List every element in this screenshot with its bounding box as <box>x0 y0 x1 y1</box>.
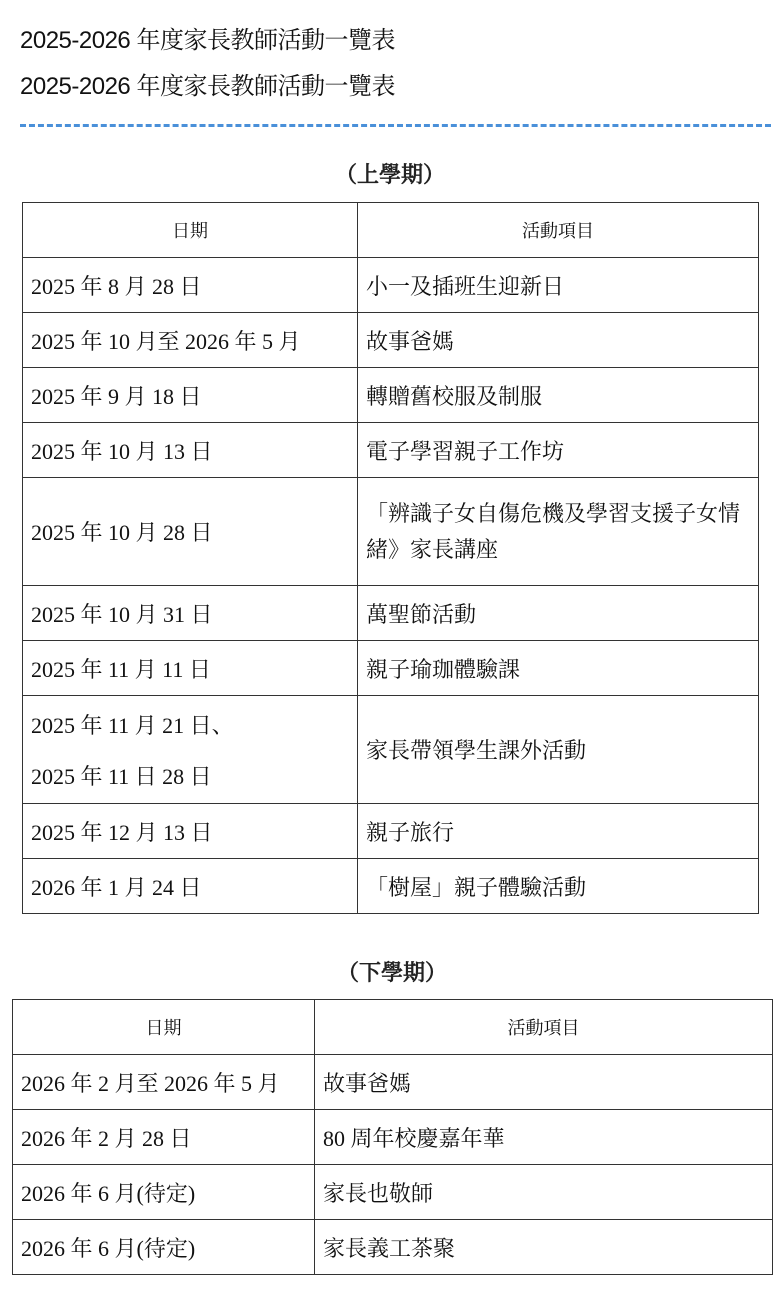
date-cell <box>23 696 358 804</box>
table-row <box>13 1220 773 1275</box>
table-row <box>23 423 759 478</box>
date-cell: 2025 年 9 月 18 日 <box>23 368 358 423</box>
activity-cell: 「辨識子女自傷危機及學習支援子女情緒》家長講座 <box>358 478 759 586</box>
date-cell: 2026 年 6 月(待定) <box>13 1220 315 1275</box>
activity-cell: 親子旅行 <box>358 804 759 859</box>
page-subtitle: 2025-2026 年度家長教師活動一覽表 <box>20 73 395 100</box>
semester2-table <box>12 999 773 1275</box>
date-cell: 2026 年 1 月 24 日 <box>23 859 358 914</box>
column-header-date: 日期 <box>23 203 358 258</box>
activity-cell: 小一及插班生迎新日 <box>358 258 759 313</box>
semester2-heading: （下學期） <box>336 960 447 985</box>
date-line-1: 2025 年 11 月 21 日、 <box>31 712 234 738</box>
activity-cell: 轉贈舊校服及制服 <box>358 368 759 423</box>
dashed-divider <box>20 124 771 127</box>
activity-cell: 萬聖節活動 <box>358 586 759 641</box>
table-row <box>13 1110 773 1165</box>
date-cell: 2025 年 10 月 31 日 <box>23 586 358 641</box>
date-cell: 2026 年 6 月(待定) <box>13 1165 315 1220</box>
table-row <box>23 368 759 423</box>
activity-cell: 「樹屋」親子體驗活動 <box>358 859 759 914</box>
activity-cell: 故事爸媽 <box>315 1055 773 1110</box>
activity-cell: 故事爸媽 <box>358 313 759 368</box>
column-header-activity: 活動項目 <box>315 1000 773 1055</box>
table-row <box>23 586 759 641</box>
activity-cell: 親子瑜珈體驗課 <box>358 641 759 696</box>
semester1-table <box>22 202 759 914</box>
activity-cell: 家長也敬師 <box>315 1165 773 1220</box>
table-header-row <box>23 203 759 258</box>
date-cell: 2025 年 11 月 11 日 <box>23 641 358 696</box>
date-cell: 2025 年 8 月 28 日 <box>23 258 358 313</box>
date-cell: 2025 年 10 月 13 日 <box>23 423 358 478</box>
table-row <box>13 1165 773 1220</box>
table-row <box>23 804 759 859</box>
table-row <box>23 258 759 313</box>
table-row <box>23 859 759 914</box>
table-header-row <box>13 1000 773 1055</box>
table-row <box>13 1055 773 1110</box>
activity-cell: 家長義工茶聚 <box>315 1220 773 1275</box>
page-title: 2025-2026 年度家長教師活動一覽表 <box>20 27 395 54</box>
date-line-2: 2025 年 11 日 28 日 <box>31 763 212 789</box>
column-header-date: 日期 <box>13 1000 315 1055</box>
date-cell: 2025 年 10 月至 2026 年 5 月 <box>23 313 358 368</box>
table-row <box>23 478 759 586</box>
date-cell: 2026 年 2 月至 2026 年 5 月 <box>13 1055 315 1110</box>
column-header-activity: 活動項目 <box>358 203 759 258</box>
date-cell: 2025 年 10 月 28 日 <box>23 478 358 586</box>
table-row <box>23 641 759 696</box>
activity-cell: 家長帶領學生課外活動 <box>358 696 759 804</box>
activity-cell: 80 周年校慶嘉年華 <box>315 1110 773 1165</box>
date-cell: 2025 年 12 月 13 日 <box>23 804 358 859</box>
table-row <box>23 313 759 368</box>
semester1-heading: （上學期） <box>334 162 445 187</box>
table-row <box>23 696 759 804</box>
activity-cell: 電子學習親子工作坊 <box>358 423 759 478</box>
date-cell: 2026 年 2 月 28 日 <box>13 1110 315 1165</box>
